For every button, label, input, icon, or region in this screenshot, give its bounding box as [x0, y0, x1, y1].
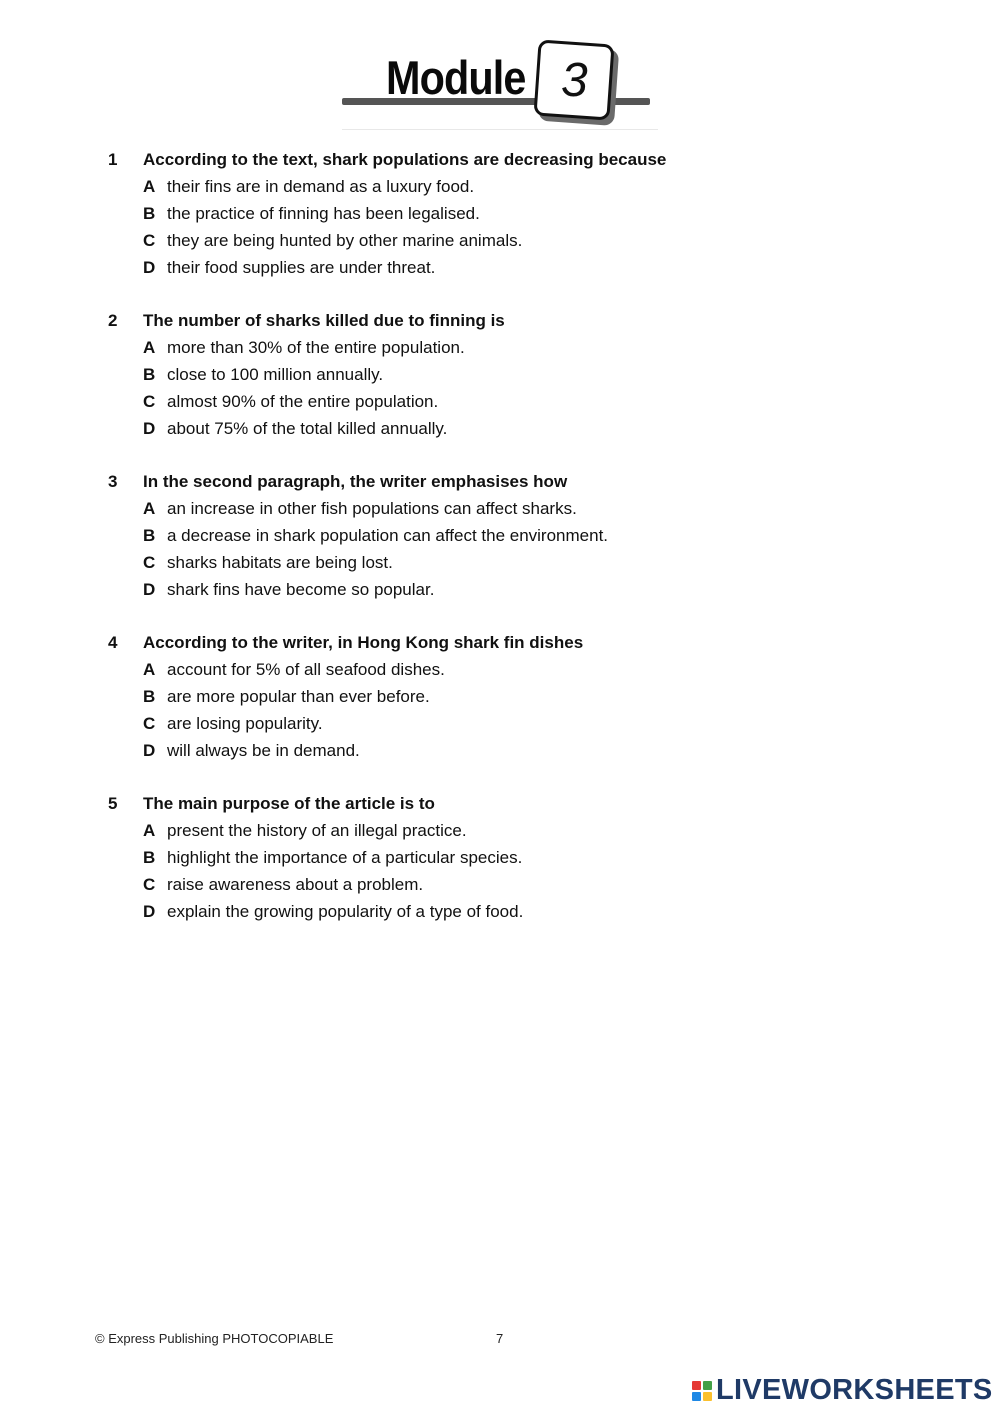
option-c[interactable]: [108, 710, 928, 737]
module-number: 3: [560, 53, 588, 107]
option-letter: B: [143, 847, 156, 867]
option-c[interactable]: [108, 227, 928, 254]
option-letter: A: [143, 659, 156, 679]
option-d[interactable]: [108, 737, 928, 764]
module-number-box: [533, 39, 614, 120]
liveworksheets-logo-text: LIVEWORKSHEETS: [716, 1374, 993, 1406]
option-letter: C: [143, 552, 156, 572]
option-a[interactable]: [108, 495, 928, 522]
option-text: highlight the importance of a particular species.: [167, 847, 523, 867]
copyright-notice: © Express Publishing PHOTOCOPIABLE: [95, 1331, 334, 1346]
option-letter: A: [143, 820, 156, 840]
option-text: an increase in other fish populations can affect sharks.: [167, 498, 577, 518]
option-text: will always be in demand.: [167, 740, 360, 760]
option-text: almost 90% of the entire population.: [167, 391, 439, 411]
logo-square-green: [703, 1381, 712, 1390]
option-b[interactable]: [108, 200, 928, 227]
option-letter: A: [143, 176, 156, 196]
option-text: they are being hunted by other marine animals.: [167, 230, 523, 250]
option-b[interactable]: [108, 361, 928, 388]
question-stem: According to the writer, in Hong Kong shark fin dishes: [143, 632, 584, 652]
question-number: 3: [108, 471, 118, 491]
option-letter: D: [143, 740, 156, 760]
option-letter: D: [143, 418, 156, 438]
liveworksheets-logo-icon: [692, 1381, 712, 1401]
option-text: account for 5% of all seafood dishes.: [167, 659, 445, 679]
option-a[interactable]: [108, 656, 928, 683]
option-b[interactable]: [108, 844, 928, 871]
liveworksheets-logo[interactable]: [692, 1374, 993, 1407]
option-text: their fins are in demand as a luxury food.: [167, 176, 475, 196]
question-stem: According to the text, shark populations are decreasing because: [143, 149, 667, 169]
question-2: [108, 307, 928, 442]
option-letter: B: [143, 364, 156, 384]
option-a[interactable]: [108, 817, 928, 844]
option-b[interactable]: [108, 522, 928, 549]
question-number: 4: [108, 632, 118, 652]
option-letter: B: [143, 686, 156, 706]
option-letter: C: [143, 874, 156, 894]
question-1: [108, 146, 928, 281]
option-a[interactable]: [108, 334, 928, 361]
question-stem: The main purpose of the article is to: [143, 793, 435, 813]
option-c[interactable]: [108, 871, 928, 898]
question-stem: In the second paragraph, the writer emphasises how: [143, 471, 568, 491]
option-letter: B: [143, 525, 156, 545]
logo-square-blue: [692, 1392, 701, 1401]
question-stem: The number of sharks killed due to finning is: [143, 310, 505, 330]
option-text: raise awareness about a problem.: [167, 874, 424, 894]
option-letter: D: [143, 579, 156, 599]
option-text: are losing popularity.: [167, 713, 323, 733]
question-3: [108, 468, 928, 603]
option-letter: A: [143, 337, 156, 357]
option-d[interactable]: [108, 898, 928, 925]
option-letter: B: [143, 203, 156, 223]
module-title: Module: [386, 51, 526, 104]
option-text: close to 100 million annually.: [167, 364, 384, 384]
module-header: [340, 36, 660, 132]
option-text: about 75% of the total killed annually.: [167, 418, 448, 438]
question-number: 5: [108, 793, 118, 813]
question-5: [108, 790, 928, 925]
option-letter: D: [143, 257, 156, 277]
option-b[interactable]: [108, 683, 928, 710]
question-list: [108, 146, 928, 951]
question-number: 2: [108, 310, 118, 330]
option-text: more than 30% of the entire population.: [167, 337, 465, 357]
option-text: present the history of an illegal practice.: [167, 820, 467, 840]
option-d[interactable]: [108, 254, 928, 281]
header-divider: [342, 129, 658, 130]
page-number: 7: [496, 1331, 504, 1346]
option-text: the practice of finning has been legalised.: [167, 203, 480, 223]
logo-square-yellow: [703, 1392, 712, 1401]
option-letter: D: [143, 901, 156, 921]
option-d[interactable]: [108, 415, 928, 442]
option-c[interactable]: [108, 549, 928, 576]
option-letter: A: [143, 498, 156, 518]
option-letter: C: [143, 713, 156, 733]
option-text: are more popular than ever before.: [167, 686, 430, 706]
logo-square-red: [692, 1381, 701, 1390]
option-letter: C: [143, 391, 156, 411]
option-text: their food supplies are under threat.: [167, 257, 436, 277]
question-4: [108, 629, 928, 764]
option-letter: C: [143, 230, 156, 250]
option-text: shark fins have become so popular.: [167, 579, 435, 599]
option-text: a decrease in shark population can affect the environment.: [167, 525, 609, 545]
option-text: sharks habitats are being lost.: [167, 552, 393, 572]
option-a[interactable]: [108, 173, 928, 200]
question-number: 1: [108, 149, 118, 169]
option-d[interactable]: [108, 576, 928, 603]
option-text: explain the growing popularity of a type of food.: [167, 901, 524, 921]
option-c[interactable]: [108, 388, 928, 415]
